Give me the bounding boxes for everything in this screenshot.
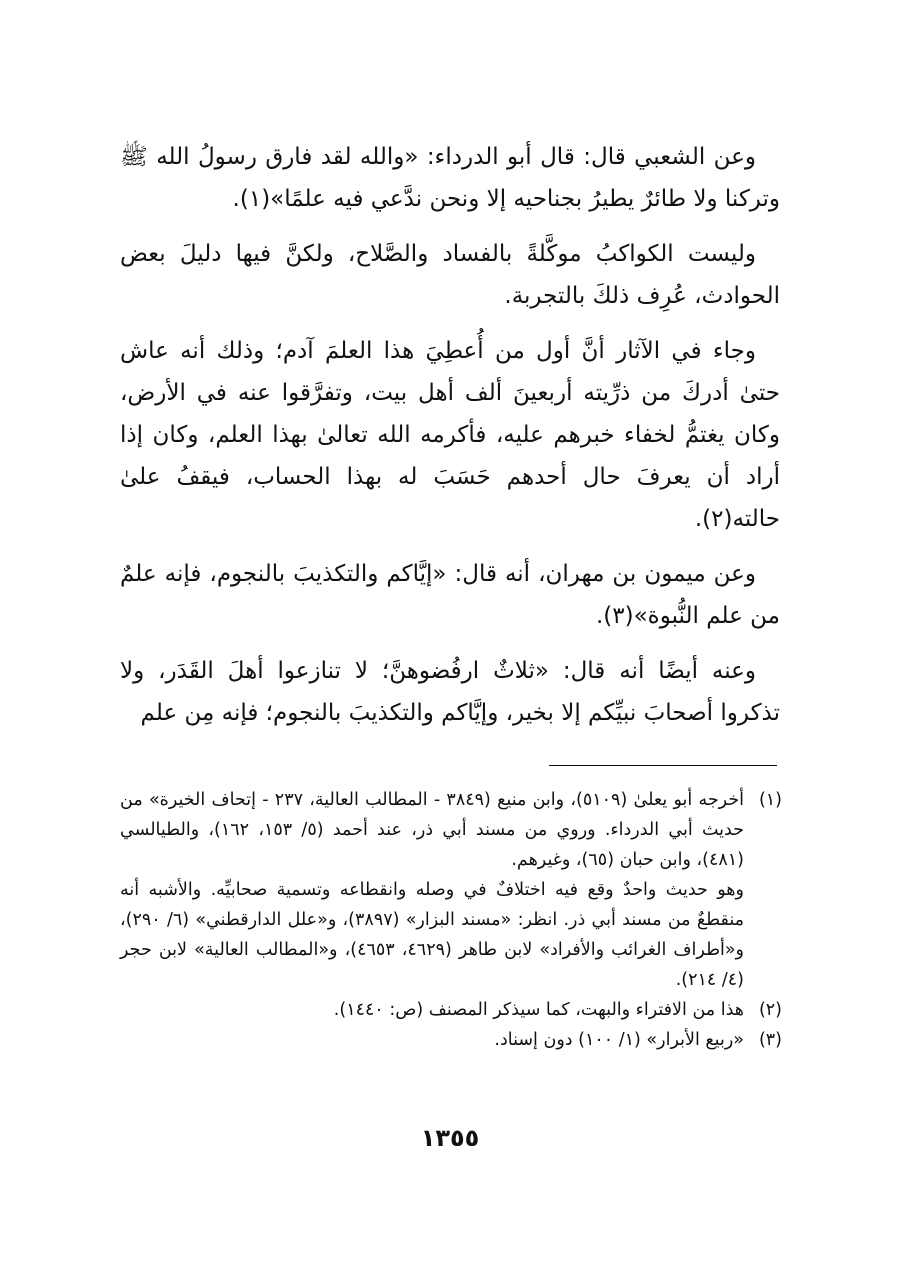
footnote-body [120, 785, 744, 995]
footnote-3 [120, 1025, 782, 1055]
paragraph-adam: وجاء في الآثار أنَّ أول من أُعطِيَ هذا العلمَ آدم؛ وذلك أنه عاش حتىٰ أدركَ من ذرِّيته أربعينَ ألف أهل بيت، وتفرَّقوا عنه في الأرض، وكان يغتمُّ لخفاء خبرهم عليه، فأكرمه الله تعالىٰ بهذا العلم، وكان إذا أراد أن يعرفَ حال أحدهم حَسَبَ له بهذا الحساب، فيقفُ علىٰ حالته(٢). [120, 338, 780, 532]
main-text [120, 136, 780, 734]
footnote-number: (٢) [758, 1000, 782, 1020]
footnote-1 [120, 785, 782, 995]
paragraph-planets: وليست الكواكبُ موكَّلةً بالفساد والصَّلاح، ولكنَّ فيها دليلَ بعض الحوادث، عُرِف ذلكَ بالتجربة. [120, 241, 780, 309]
footnote-text: هذا من الافتراء والبهت، كما سيذكر المصنف (ص: ١٤٤٠). [333, 1000, 744, 1020]
footnote-text: وهو حديث واحدٌ وقع فيه اختلافٌ في وصله وانقطاعه وتسمية صحابيِّه. والأشبه أنه منقطعٌ من مسند أبي ذر. انظر: «مسند البزار» (٣٨٩٧)، و«علل الدارقطني» (٦/ ٢٩٠)، و«أطراف الغرائب والأفراد» لابن طاهر (٤٦٢٩، ٤٦٥٣)، و«المطالب العالية» لابن حجر (٤/ ٢١٤). [120, 880, 745, 990]
paragraph-shabi: وعن الشعبي قال: قال أبو الدرداء: «والله لقد فارق رسولُ الله ﷺ وتركنا ولا طائرٌ يطيرُ بجناحيه إلا ونحن ندَّعي فيه علمًا»(١). [120, 144, 780, 212]
footnote-text: أخرجه أبو يعلىٰ (٥١٠٩)، وابن منيع (٣٨٤٩ - المطالب العالية، ٢٣٧ - إتحاف الخيرة» من حديث أبي الدرداء. وروي من مسند أبي ذر، عند أحمد (٥/ ١٥٣، ١٦٢)، والطيالسي (٤٨١)، وابن حبان (٦٥)، وغيرهم. [120, 790, 744, 870]
paragraph-maymun: وعن ميمون بن مهران، أنه قال: «إيَّاكم والتكذيبَ بالنجوم، فإنه علمٌ من علم النُّبوة»(٣). [120, 561, 780, 629]
paragraph-three: وعنه أيضًا أنه قال: «ثلاثٌ ارفُضوهنَّ؛ لا تنازعوا أهلَ القَدَر، ولا تذكروا أصحابَ نبيِّكم إلا بخير، وإيَّاكم والتكذيبَ بالنجوم؛ فإنه مِن علم [120, 658, 780, 726]
footnote-2 [120, 995, 782, 1025]
footnote-body [120, 1025, 744, 1055]
page-number: ١٣٥٥ [420, 1124, 480, 1152]
footnote-body [120, 995, 744, 1025]
footnote-number: (١) [758, 790, 782, 810]
footnote-number: (٣) [758, 1030, 782, 1050]
footnote-text: «ربيع الأبرار» (١/ ١٠٠) دون إسناد. [494, 1030, 744, 1050]
footnote-separator [549, 765, 777, 766]
footnotes [120, 785, 782, 1055]
